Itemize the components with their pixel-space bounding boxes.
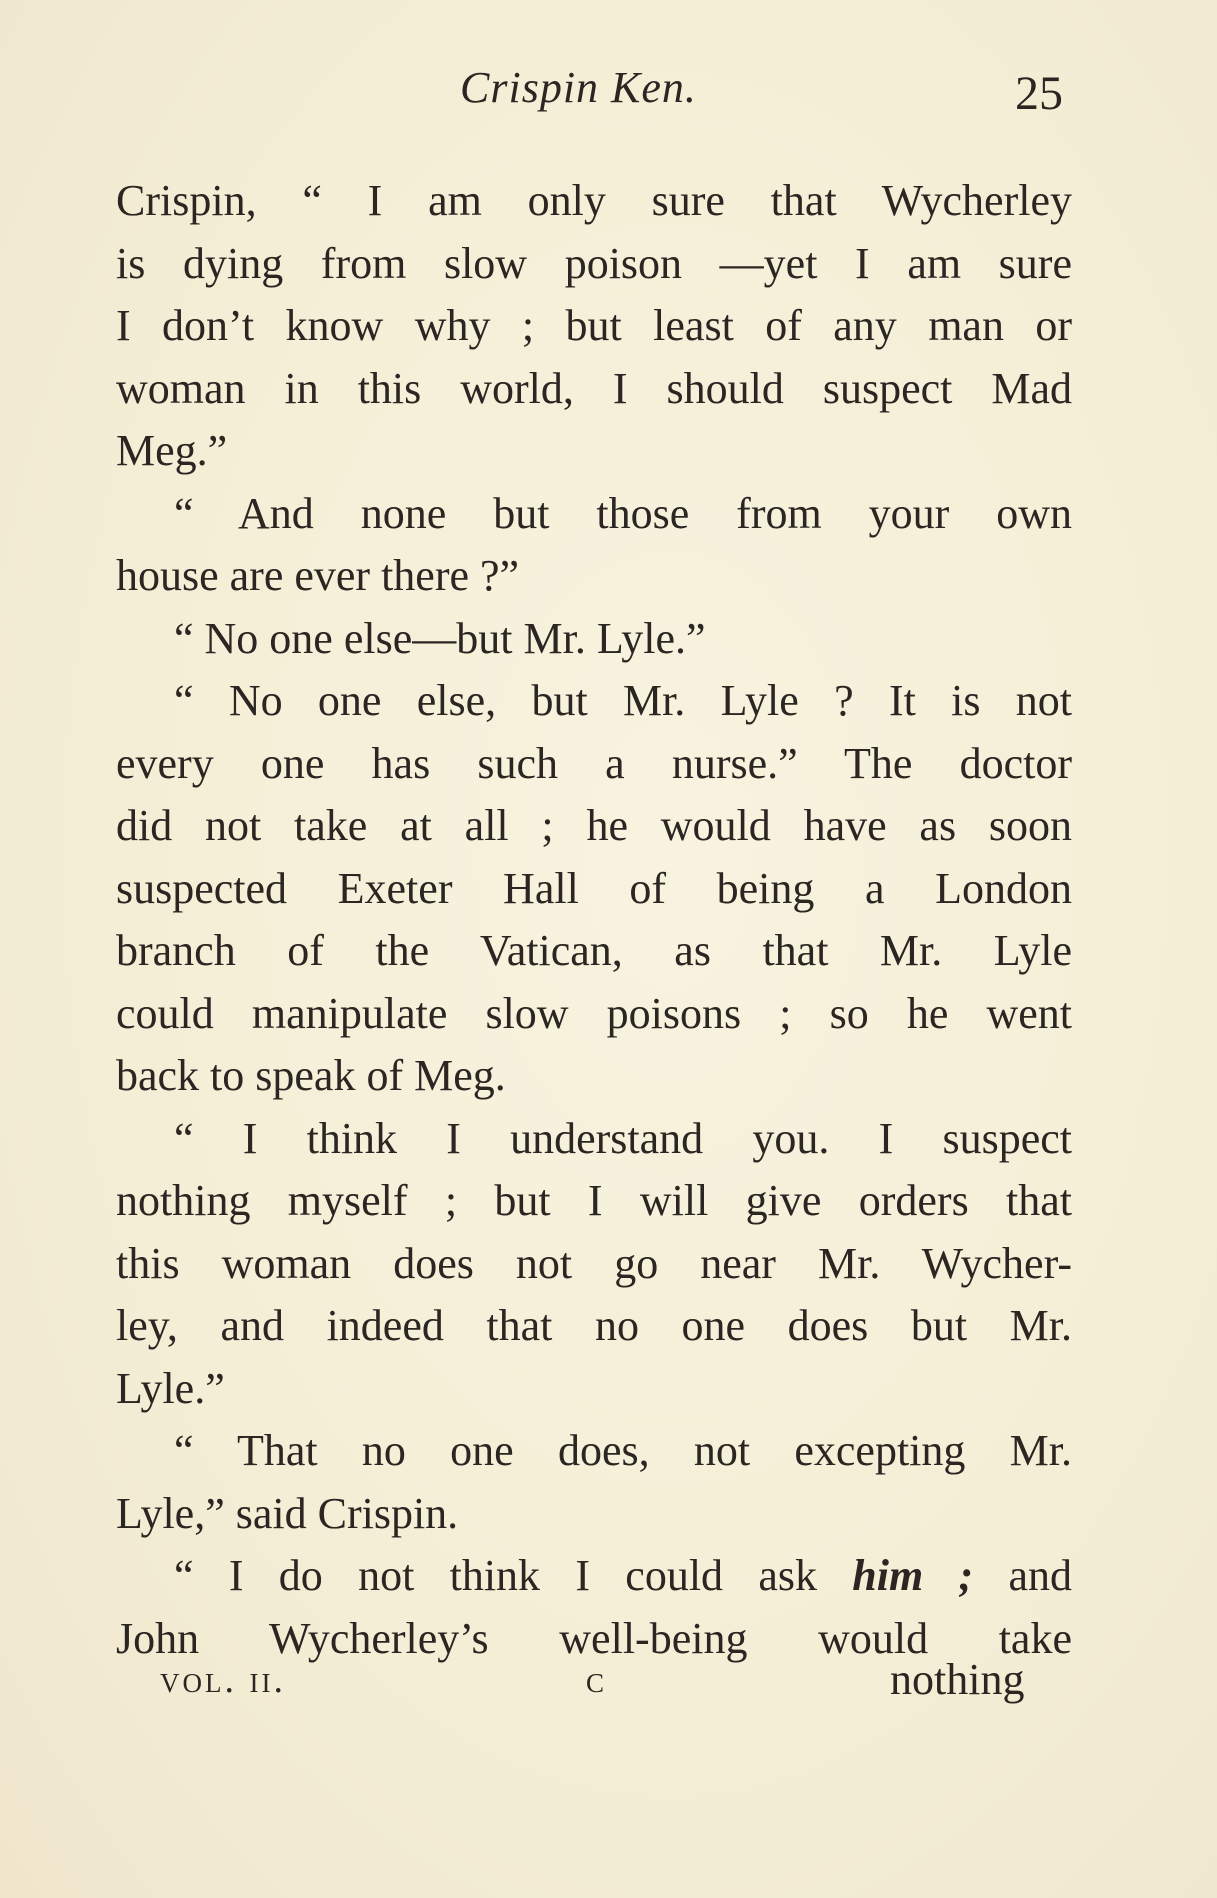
- text-line-15: back to speak of Meg.: [116, 1051, 506, 1100]
- text-line-6: “ And none but those from your own: [174, 488, 1072, 538]
- text-line-3: I don’t know why ; but least of any man or: [116, 301, 1072, 350]
- signature-line: [116, 1655, 1072, 1718]
- body-text: [116, 170, 1072, 1670]
- text-line-21: “ That no one does, not excepting Mr.: [174, 1426, 1072, 1475]
- text-line-13: branch of the Vatican, as that Mr. Lyle: [116, 926, 1072, 975]
- text-line-22: Lyle,” said Crispin.: [116, 1488, 459, 1538]
- signature-mark: c: [586, 1659, 605, 1701]
- text-line-24: John Wycherley’s well-being would take: [116, 1613, 1072, 1663]
- text-line-19: ley, and indeed that no one does but Mr.: [116, 1301, 1072, 1350]
- text-line-23-end: and: [973, 1551, 1072, 1600]
- text-line-23: [116, 1545, 1072, 1608]
- text-line-1: Crispin, “ I am only sure that Wycherley: [116, 176, 1072, 225]
- running-head: [0, 62, 1217, 122]
- text-line-4: woman in this world, I should suspect Mad: [116, 363, 1072, 413]
- text-line-20: Lyle.”: [116, 1363, 225, 1413]
- text-line-2: is dying from slow poison —yet I am sure: [116, 238, 1072, 288]
- text-line-5: Meg.”: [116, 426, 228, 475]
- volume-mark: vol. ii.: [160, 1659, 286, 1701]
- text-line-14: could manipulate slow poisons ; so he went: [116, 988, 1072, 1038]
- text-line-11: did not take at all ; he would have as soon: [116, 801, 1072, 850]
- text-line-16: “ I think I understand you. I suspect: [174, 1113, 1072, 1163]
- text-line-18: this woman does not go near Mr. Wycher-: [116, 1238, 1072, 1288]
- catchword: nothing: [890, 1655, 1025, 1704]
- italic-him: him ;: [852, 1551, 974, 1600]
- text-line-12: suspected Exeter Hall of being a London: [116, 863, 1072, 913]
- text-line-10: every one has such a nurse.” The doctor: [116, 738, 1072, 788]
- text-line-23-start: “ I do not think I could ask: [174, 1551, 853, 1600]
- text-line-9: “ No one else, but Mr. Lyle ? It is not: [174, 676, 1072, 725]
- page-number: 25: [1015, 67, 1063, 120]
- running-title: Crispin Ken.: [460, 63, 697, 112]
- text-line-17: nothing myself ; but I will give orders that: [116, 1176, 1072, 1225]
- text-line-8: “ No one else—but Mr. Lyle.”: [174, 613, 706, 663]
- text-line-7: house are ever there ?”: [116, 551, 520, 600]
